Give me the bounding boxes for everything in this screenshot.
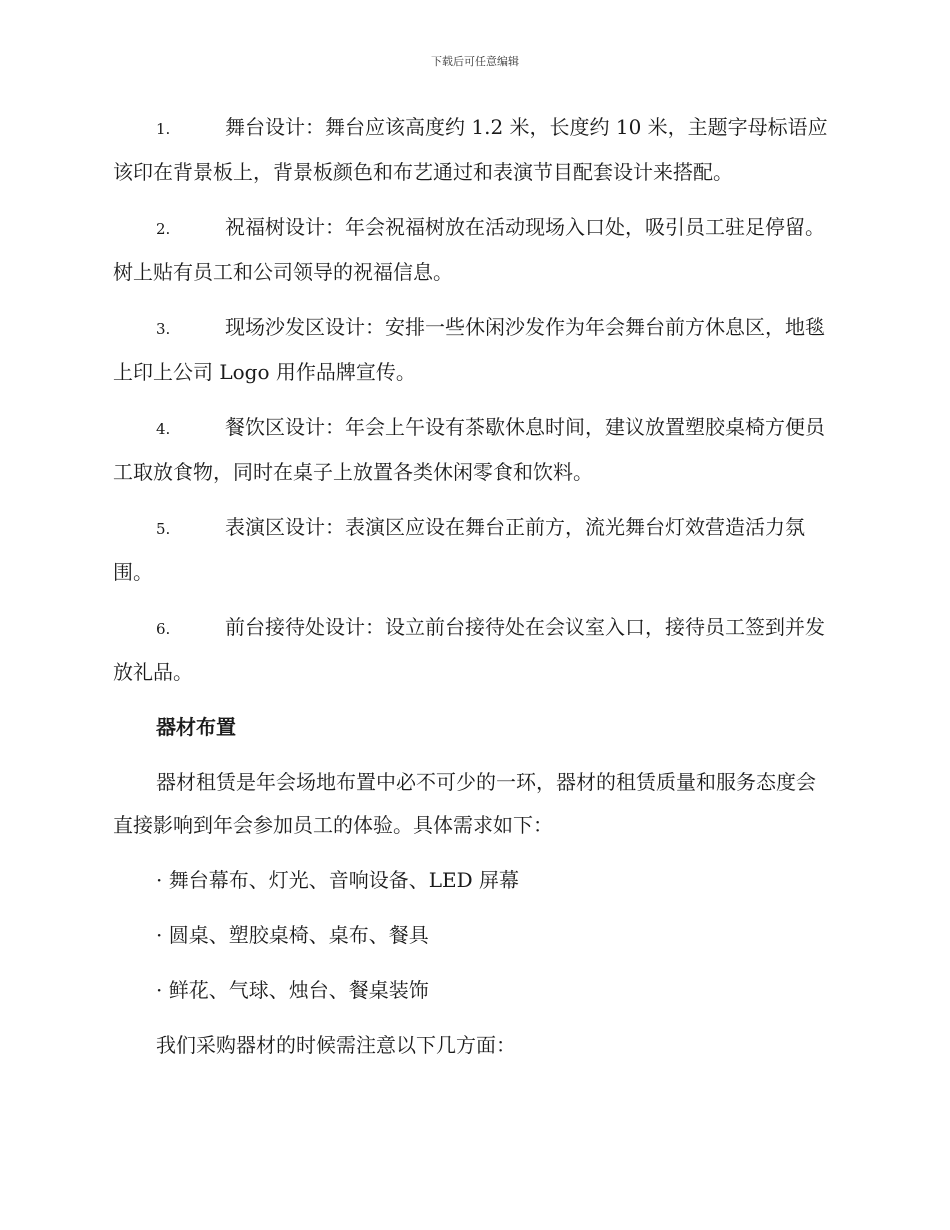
bullet-item: · 鲜花、气球、烛台、餐桌装饰 — [156, 978, 429, 1002]
list-item — [113, 206, 835, 294]
list-item-text: 舞台设计：舞台应该高度约 1.2 米，长度约 10 米，主题字母标语应该印在背景板上，背景板颜色和布艺通过和表演节目配套设计来搭配。 — [113, 115, 828, 184]
list-item-number: 1. — [156, 120, 171, 138]
list-item — [113, 506, 835, 594]
list-item-text: 前台接待处设计：设立前台接待处在会议室入口，接待员工签到并发放礼品。 — [113, 615, 825, 684]
bullet-item: · 舞台幕布、灯光、音响设备、LED 屏幕 — [156, 868, 519, 892]
section-heading: 器材布置 — [156, 715, 236, 739]
section-intro: 器材租赁是年会场地布置中必不可少的一环，器材的租赁质量和服务态度会直接影响到年会参加员工的体验。具体需求如下： — [113, 770, 816, 837]
list-item-text: 餐饮区设计：年会上午设有茶歇休息时间，建议放置塑胶桌椅方便员工取放食物，同时在桌子上放置各类休闲零食和饮料。 — [113, 415, 825, 484]
page-header: 下载后可任意编辑 — [431, 55, 519, 68]
list-item-number: 4. — [156, 420, 171, 438]
list-item-number: 3. — [156, 320, 171, 338]
list-item — [113, 106, 835, 194]
list-item-number: 2. — [156, 220, 171, 238]
bullet-item: · 圆桌、塑胶桌椅、桌布、餐具 — [156, 923, 429, 947]
list-item — [113, 306, 835, 394]
list-item-text: 现场沙发区设计：安排一些休闲沙发作为年会舞台前方休息区，地毯上印上公司 Logo 用作品牌宣传。 — [113, 315, 825, 384]
list-item-number: 6. — [156, 620, 171, 638]
document-body — [113, 106, 835, 1079]
list-item-text: 表演区设计：表演区应设在舞台正前方，流光舞台灯效营造活力氛围。 — [113, 515, 805, 584]
section-closing: 我们采购器材的时候需注意以下几方面： — [156, 1033, 516, 1057]
list-item — [113, 606, 835, 694]
list-item — [113, 406, 835, 494]
list-item-text: 祝福树设计：年会祝福树放在活动现场入口处，吸引员工驻足停留。树上贴有员工和公司领导的祝福信息。 — [113, 215, 825, 284]
list-item-number: 5. — [156, 520, 171, 538]
